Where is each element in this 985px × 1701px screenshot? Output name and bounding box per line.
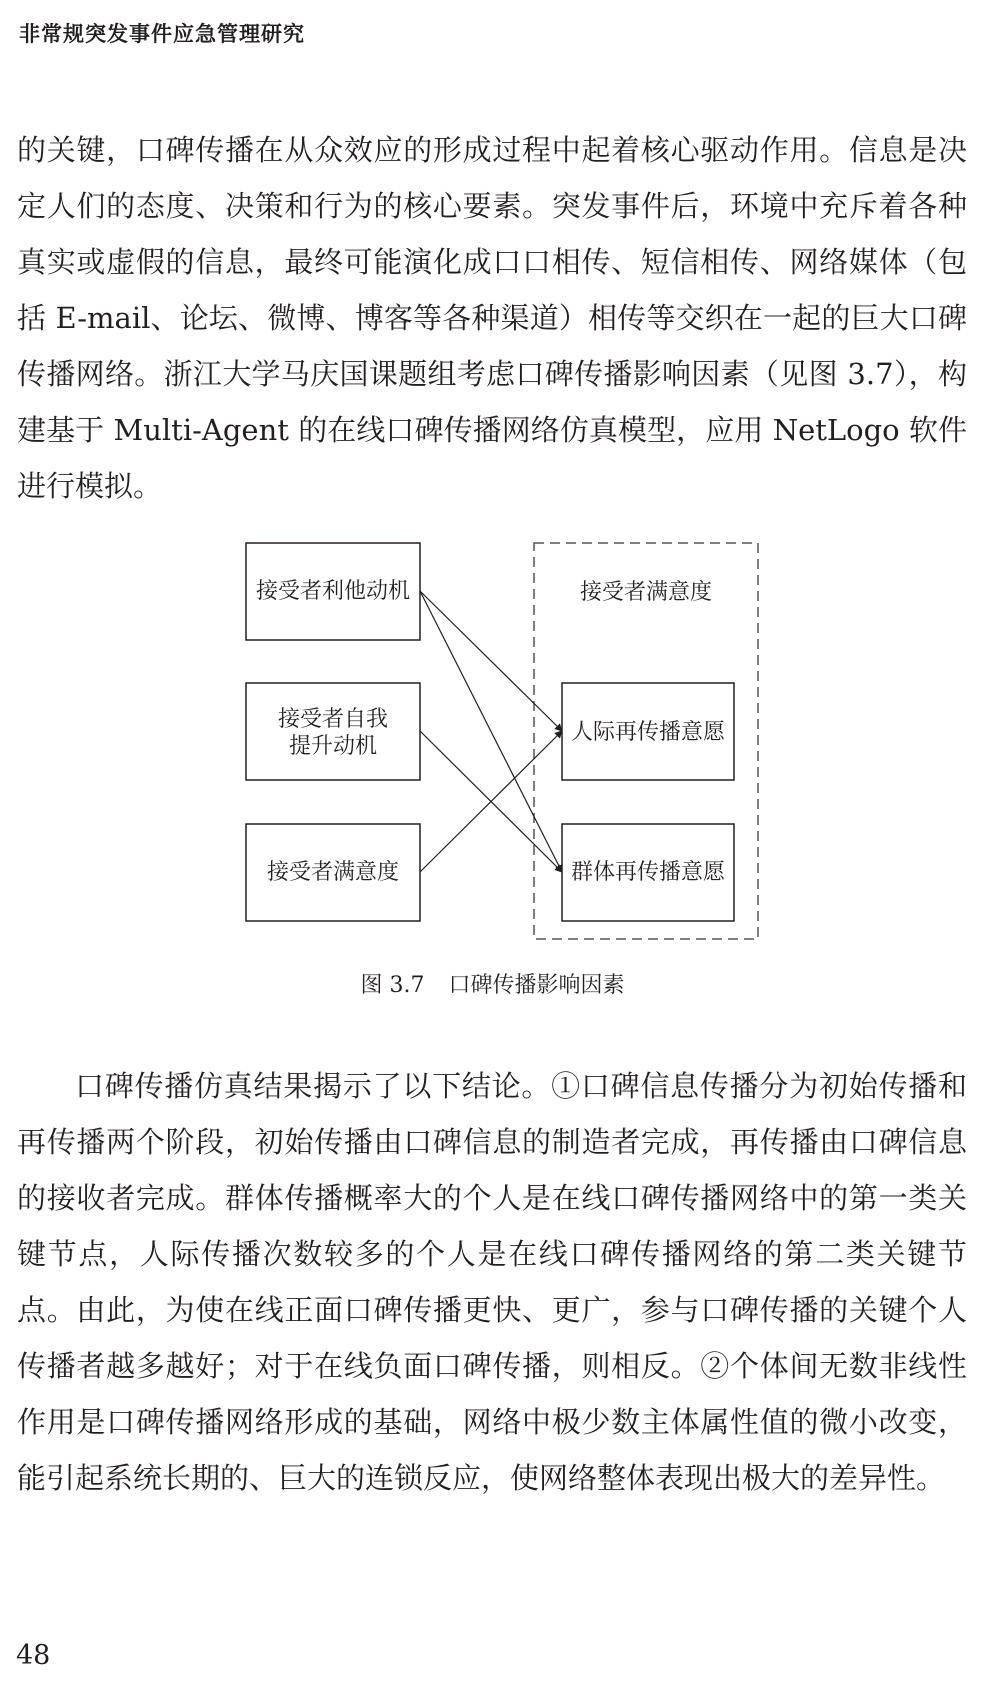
left-box-altruism-label: 接受者利他动机 — [255, 579, 411, 604]
figure-caption-title: 口碑传播影响因素 — [448, 973, 625, 998]
figure-caption-number: 图 3.7 — [360, 973, 425, 998]
page-number: 48 — [16, 1640, 51, 1671]
figure-3-7 — [0, 535, 985, 955]
arrow-altruism-to-interpersonal — [420, 591, 562, 731]
body-paragraph-1: 的关键，口碑传播在从众效应的形成过程中起着核心驱动作用。信息是决定人们的态度、决策和行为的核心要素。突发事件后，环境中充斥着各种真实或虚假的信息，最终可能演化成口口相传、短信相传、网络媒体（包括 E-mail、论坛、微博、博客等各种渠道）相传等交织在一起的巨大口碑传播网络。浙江大学马庆国课题组考虑口碑传播影响因素（见图 3.7），构建基于 Multi-Agent 的在线口碑传播网络仿真模型，应用 NetLogo 软件进行模拟。 — [17, 133, 967, 503]
right-box-interpersonal-label: 人际再传播意愿 — [570, 720, 726, 745]
influence-diagram — [0, 535, 985, 955]
running-header: 非常规突发事件应急管理研究 — [19, 21, 305, 46]
left-box-self-enhancement-line2: 提升动机 — [288, 734, 378, 759]
body-paragraph-2: 口碑传播仿真结果揭示了以下结论。①口碑信息传播分为初始传播和再传播两个阶段，初始传播由口碑信息的制造者完成，再传播由口碑信息的接收者完成。群体传播概率大的个人是在线口碑传播网络中的第一类关键节点，人际传播次数较多的个人是在线口碑传播网络的第二类关键节点。由此，为使在线正面口碑传播更快、更广，参与口碑传播的关键个人传播者越多越好；对于在线负面口碑传播，则相反。②个体间无数非线性作用是口碑传播网络形成的基础，网络中极少数主体属性值的微小改变，能引起系统长期的、巨大的连锁反应，使网络整体表现出极大的差异性。 — [17, 1069, 967, 1495]
right-box-group-label: 群体再传播意愿 — [570, 860, 726, 885]
left-box-satisfaction-label: 接受者满意度 — [266, 860, 400, 885]
left-box-self-enhancement-line1: 接受者自我 — [277, 707, 389, 732]
arrow-altruism-to-group — [420, 591, 562, 872]
group-label: 接受者满意度 — [579, 580, 713, 605]
figure-caption — [0, 968, 985, 999]
